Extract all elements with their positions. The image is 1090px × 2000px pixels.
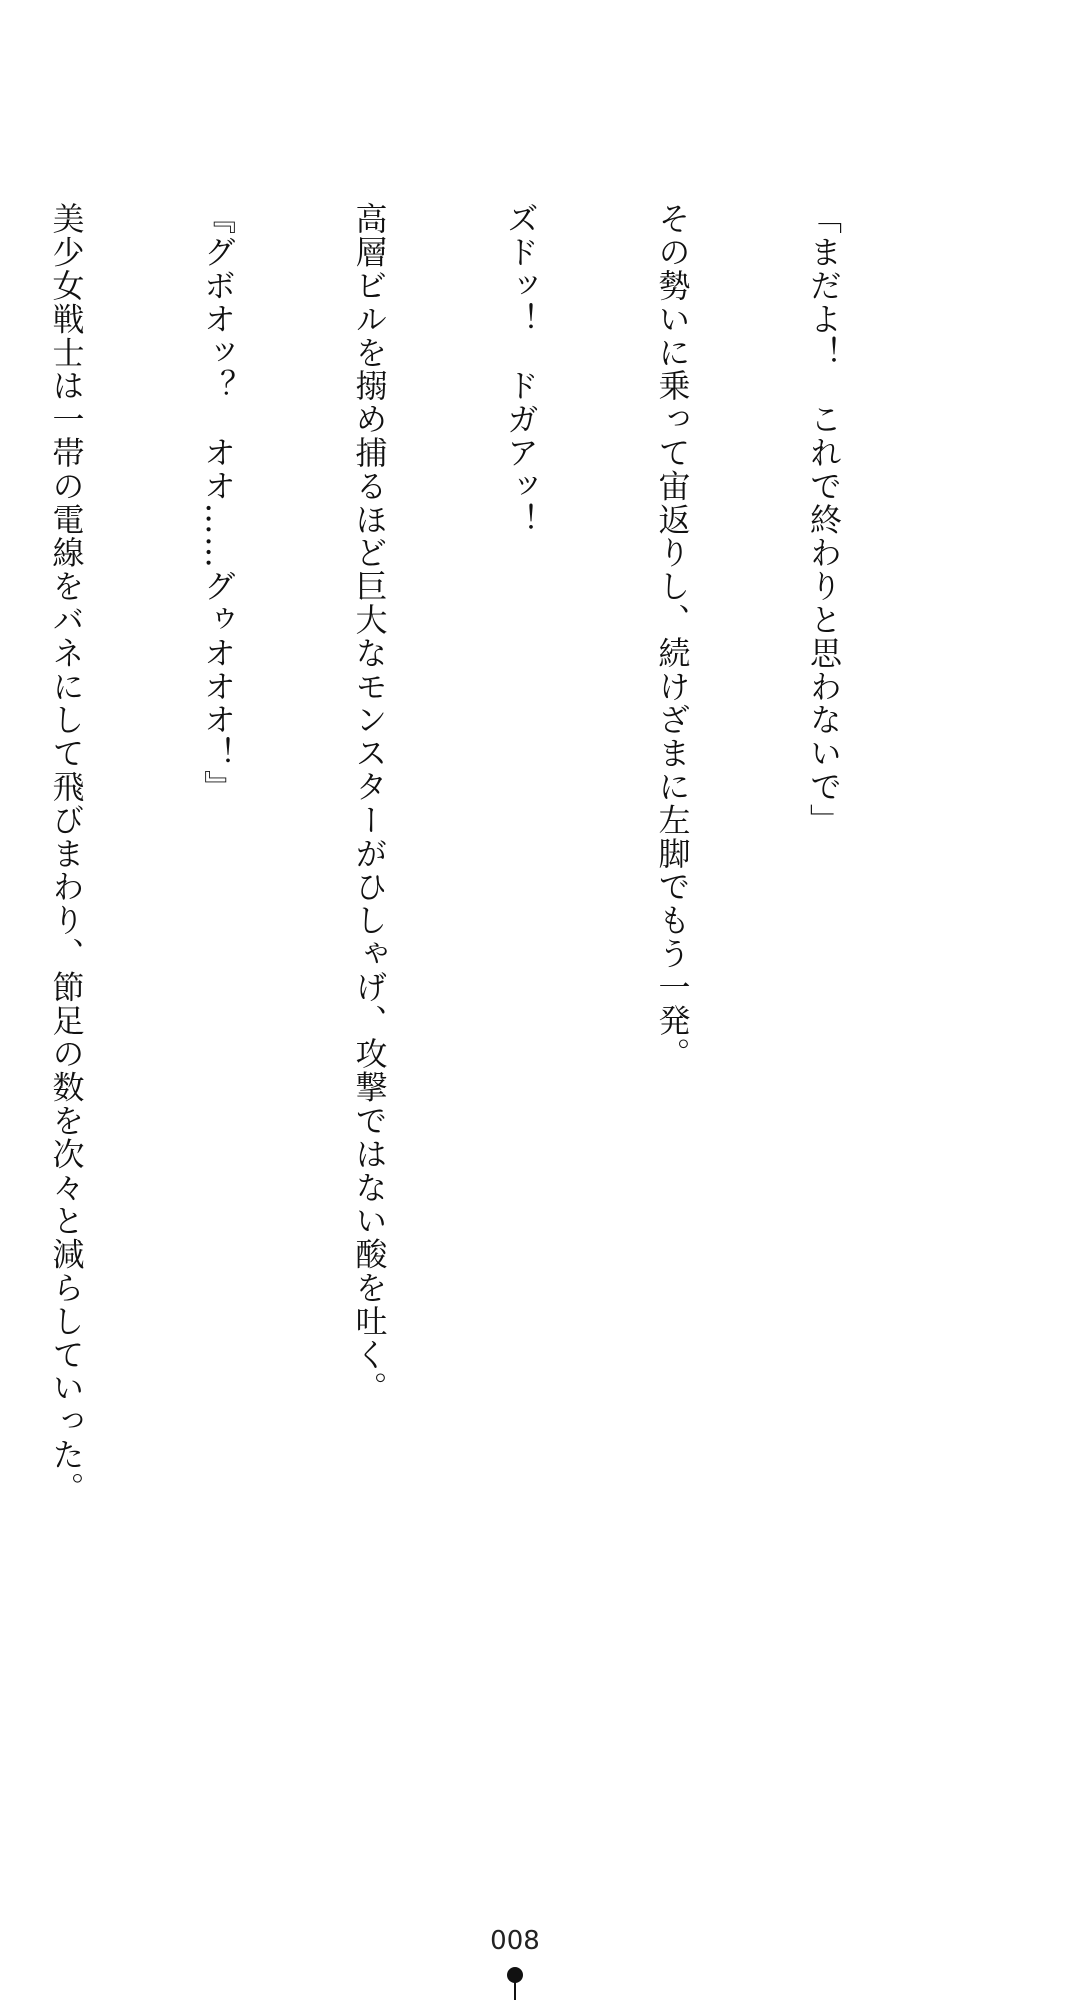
text-line: 『グボオッ？ オオ……グゥオオオ！』: [199, 202, 237, 804]
page-number: 008: [490, 1926, 540, 1956]
text-line: 「まだよ！ これで終わりと思わないで」: [805, 202, 843, 837]
text-line: その勢いに乗って宙返りし、続けざまに左脚でもう一発。: [653, 202, 692, 1071]
page-marker-icon: [505, 1966, 525, 2000]
vertical-text-body: [0, 202, 950, 1842]
text-line: ズドッ！ ドガアッ！: [502, 202, 540, 536]
text-line: 高層ビルを搦め捕るほど巨大なモンスターがひしゃげ、攻撃ではない酸を吐く。: [350, 202, 389, 1405]
text-line: 美少女戦士は一帯の電線をバネにして飛びまわり、節足の数を次々と減らしていった。: [47, 202, 86, 1505]
page-footer: [0, 1926, 1090, 2000]
